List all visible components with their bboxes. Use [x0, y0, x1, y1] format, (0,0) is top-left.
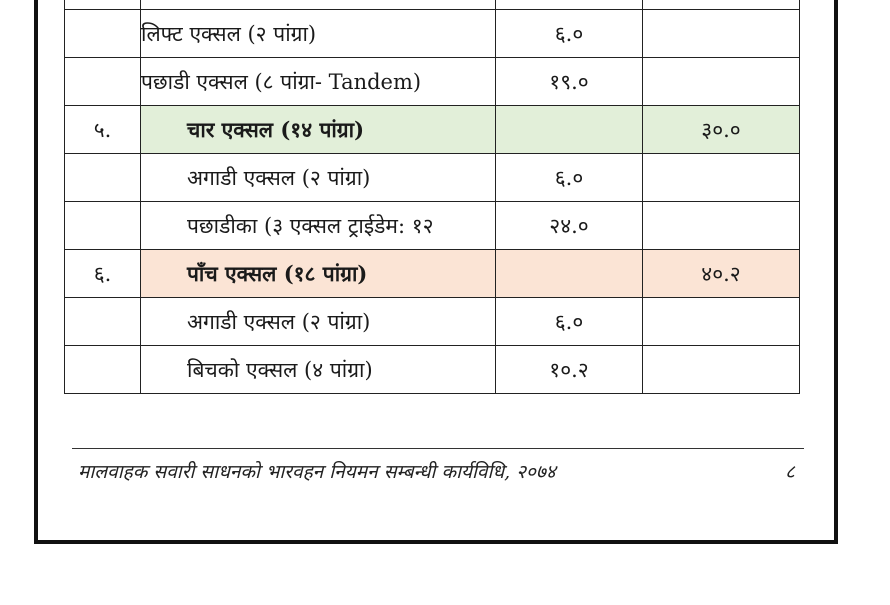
serial-number-cell: [65, 346, 141, 394]
table-row: [65, 58, 800, 106]
table-row: [65, 10, 800, 58]
serial-number-cell: [65, 58, 141, 106]
footer-title: मालवाहक सवारी साधनको भारवहन नियमन सम्बन्धी कार्यविधि, २०७४: [78, 461, 556, 483]
axle-load-table: [64, 0, 800, 394]
total-weight-cell: [643, 202, 800, 250]
table-row: [65, 298, 800, 346]
serial-number-cell: ५.: [65, 106, 141, 154]
axle-weight-cell: ६.०: [496, 154, 643, 202]
axle-description-cell: अगाडी एक्सल (२ पांग्रा): [141, 154, 496, 202]
table-row: [65, 106, 800, 154]
table-row: [65, 346, 800, 394]
serial-number-cell: [65, 298, 141, 346]
serial-number-cell: ६.: [65, 250, 141, 298]
table-row: [65, 0, 800, 10]
axle-description-cell: पछाडीका (३ एक्सल ट्राईडेम: १२: [141, 202, 496, 250]
table-row: [65, 202, 800, 250]
axle-weight-cell: २४.०: [496, 202, 643, 250]
vehicle-class-cell: पाँच एक्सल (१८ पांग्रा): [141, 250, 496, 298]
total-weight-cell: [643, 58, 800, 106]
total-weight-cell: ३०.०: [643, 106, 800, 154]
axle-description-cell: अगाडी एक्सल (२ पांग्रा): [141, 298, 496, 346]
axle-description-cell: पछाडी एक्सल (८ पांग्रा- Tandem): [141, 58, 496, 106]
footer-divider: [72, 448, 804, 449]
table-row: [65, 250, 800, 298]
axle-weight-cell: [496, 106, 643, 154]
axle-description-cell: बिचको एक्सल (४ पांग्रा): [141, 346, 496, 394]
axle-weight-cell: [496, 250, 643, 298]
table-row: [65, 154, 800, 202]
axle-description-cell: लिफ्ट एक्सल (२ पांग्रा): [141, 10, 496, 58]
serial-number-cell: [65, 10, 141, 58]
total-weight-cell: [643, 346, 800, 394]
axle-weight-cell: १९.०: [496, 58, 643, 106]
serial-number-cell: [65, 202, 141, 250]
axle-weight-cell: १०.२: [496, 346, 643, 394]
total-weight-cell: [643, 10, 800, 58]
total-weight-cell: [643, 154, 800, 202]
total-weight-cell: [643, 298, 800, 346]
axle-weight-cell: ६.०: [496, 10, 643, 58]
vehicle-class-cell: चार एक्सल (१४ पांग्रा): [141, 106, 496, 154]
serial-number-cell: [65, 154, 141, 202]
axle-weight-cell: ६.०: [496, 298, 643, 346]
page-number: ८: [785, 461, 795, 483]
total-weight-cell: ४०.२: [643, 250, 800, 298]
